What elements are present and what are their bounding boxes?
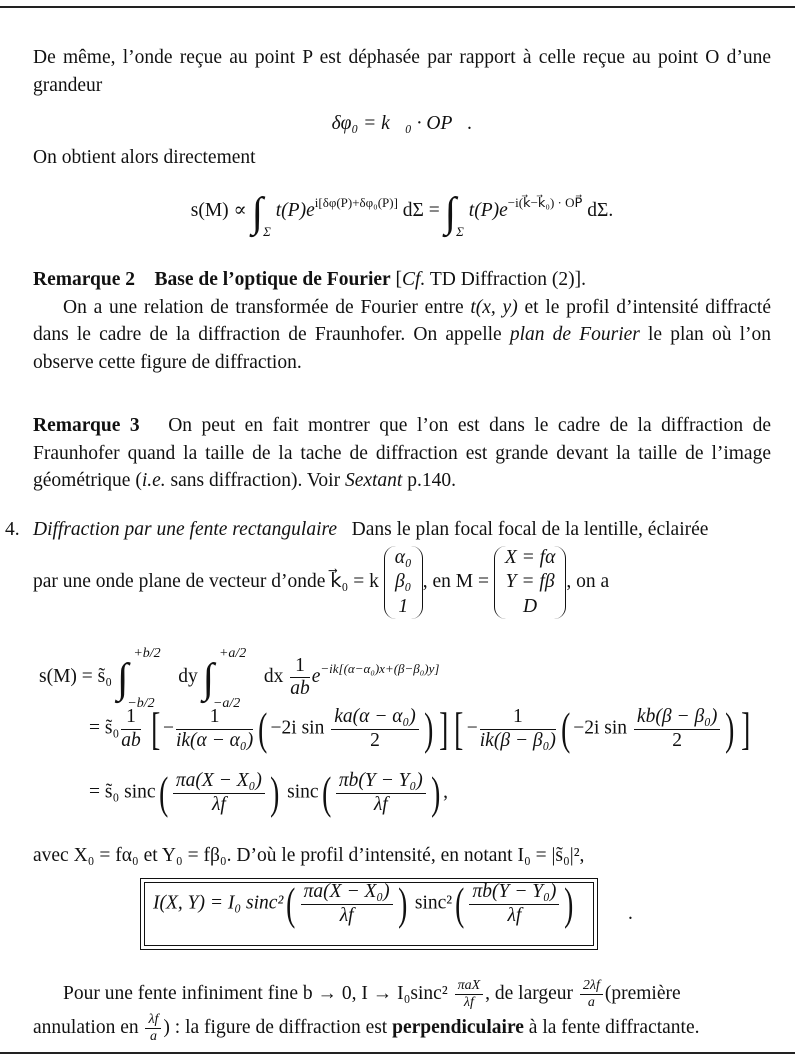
vec2-r1: X = fα [504,547,556,568]
p6-b: , de largeur [485,983,574,1005]
vector-k0 [384,546,423,619]
eq4-b: $\frac{\text{πb(Y − Y₀)}}{\lambda f}$ [469,881,559,927]
remark-2-body [33,294,771,377]
item-4-number: 4. [5,519,20,540]
remark-2-heading [33,266,771,294]
item-4-line2 [33,546,609,619]
eq4-lhs: I(X, Y) = I₀ sinc² [153,892,284,914]
remark-3-text-b: sans diffraction). Voir [165,470,345,492]
eq3-l3-eq: = s̃₀ sinc [89,781,156,803]
eq3-line2: = s̃₀ $\frac{1}{ab}$ [ − $\frac{1}{\text{ik(α − α₀)}}$ ( −2i sin $\frac{\text{ka(α − α₀)}}{2}$ ) ] [ − $\frac{1}{\text{ik(β − β₀)}}$ ( −2i sin $\frac{\text{kb(β − β₀)}}{2}$ ) ] [89,703,751,754]
p6-d: annulation en [33,1017,139,1039]
eq4-mid: sinc² [414,892,453,914]
item-4-text-b: par une onde plane de vecteur d’onde k⃗₀ = k [33,571,379,593]
eq3-s1: −2i sin [270,717,325,739]
bracket-close-1: ] [439,703,449,754]
paren-open-2: ( [560,703,571,754]
remark-2-ref-post: TD Diffraction (2)]. [425,269,587,290]
eq3-line1 [39,646,440,711]
vec1-r3: 1 [398,595,409,617]
vec1-r1: α₀ [394,547,412,568]
top-rule [0,6,795,8]
eq3-l2-s1: $\frac{\text{ka(α − α₀)}}{2}$ [331,706,419,752]
remark-2-ref-pre: [ [395,269,403,290]
paren-open-4: ( [321,767,331,818]
eq3-l3-end: , [443,781,448,803]
bracket-open-1: [ [150,703,160,754]
remark-2-title: Base de l’optique de Fourier [154,269,391,290]
p6-frac: $\frac{\text{πaX}}{\lambda f}$ [455,978,484,1011]
sigma-1: Σ [263,224,271,239]
eq3-la: −a/2 [212,696,241,711]
eq3-int-a: ∫ [202,656,215,702]
item-4-line1 [33,516,771,544]
eq2-exp2: −i(k⃗−k⃗₀) · OP⃗ [507,195,583,210]
eq3-l2-eq: = s̃₀ [89,717,120,739]
eq3-l2-t1: $\frac{1}{\text{ik(α − α₀)}}$ [175,706,254,751]
remark-3-text-c: p.140. [402,470,456,492]
eq3-dx: dx [263,666,284,687]
eq3-ua: +a/2 [218,646,247,661]
paren-open-5: ( [286,878,296,929]
eq3-l2-t2: $\frac{1}{\text{ik(β − β₀)}}$ [479,706,556,751]
remark-2-em: plan de Fourier [509,324,640,346]
p6-a: Pour une fente infiniment fine b → 0, I → I₀sinc² [63,983,448,1005]
eq3-l1-lhs: s(M) = s̃₀ [39,666,113,687]
remark-3 [33,412,771,495]
sigma-2: Σ [456,224,464,239]
paren-close-5: ) [397,878,407,929]
remark-2-text-a: On a une relation de transformée de Fourier entre [63,296,471,318]
boxed-result-inner [144,878,594,946]
remark-3-text-a: On peut en fait montrer que l’on est dans le cadre de la diffraction de Fraunhofer quand la taille de la tache de diffraction est grande devant la taille de l’image géométrique ( [33,415,771,492]
bracket-close-2: ] [740,703,751,754]
remark-3-label: Remarque 3 [33,415,140,436]
eq4-end: . [628,903,633,924]
remark-2-label: Remarque 2 [33,269,136,290]
eq2-term2: t(P)e [468,200,508,221]
eq2-end: dΣ. [582,200,614,221]
paren-close-3: ) [269,767,280,818]
eq3-l3-mid: sinc [287,781,319,803]
item-4-text-a: Dans le plan focal focal de la lentille, éclairée [351,519,709,540]
eq3-int-b: ∫ [116,656,129,702]
eq3-line3 [89,767,448,818]
paragraph-thin-slit-2 [33,1012,771,1045]
eq2-mid: dΣ = [397,200,440,221]
eq3-l2-frac: $\frac{1}{ab}$ [121,706,141,751]
vector-M [494,546,566,619]
remark-2-ref-cf: Cf. [402,269,426,290]
paren-close-1: ) [423,703,434,754]
integral-sign-1: ∫ [251,190,264,236]
eq3-frac-1-ab: $\frac{1}{ab}$ [290,654,310,700]
remark-2-text-b: et le profil d’intensité diffracté dans le cadre de la diffraction de Fraunhofer. On appelle [33,296,771,346]
item-4-text-d: , on a [566,571,610,593]
p6-annul: $\frac{\lambda f}{a}$ [145,1012,161,1045]
p6-strong: perpendiculaire [392,1017,524,1039]
item-4-title: Diffraction par une fente rectangulaire [33,519,338,540]
paren-open-1: ( [258,703,268,754]
item-4-text-c: , en M = [422,571,489,593]
paren-close-4: ) [430,767,441,818]
paren-open-6: ( [455,878,465,929]
p6-f: à la fente diffractante. [523,1017,700,1039]
eq3-lb: −b/2 [127,696,155,711]
eq3-e: e [311,666,321,687]
bracket-open-2: [ [454,703,464,754]
equation-integral [33,182,771,239]
eq2-lhs: s(M) ∝ [190,200,247,221]
remark-3-ie: i.e. [141,470,166,492]
vec1-r2: β₀ [394,571,412,593]
item-4 [5,516,771,617]
p6-c: (première [604,983,681,1005]
paragraph-intensity: avec X₀ = fα₀ et Y₀ = fβ₀. D’où le profil d’intensité, en notant I₀ = |s̃₀|², [33,845,585,866]
vec2-r2: Y = fβ [505,571,555,593]
eq3-dy: dy [178,666,198,687]
remark-2-t: t(x, y) [470,296,518,318]
eq3-ub: +b/2 [133,646,161,661]
paragraph-directly: On obtient alors directement [33,147,256,168]
paren-open-3: ( [158,767,168,818]
vec2-r3: D [523,595,538,617]
paragraph-thin-slit [33,978,771,1011]
eq3-s2: −2i sin [573,717,628,739]
remark-3-sextant: Sextant [344,470,403,492]
equation-phase: δφ₀ = k⃗₀ · OP⃗. [331,113,473,134]
p6-width: $\frac{2\lambda f}{a}$ [580,978,603,1011]
remark-2-text-c: le plan où l’on observe cette figure de diffraction. [33,324,772,374]
eq3-l2-s2: $\frac{\text{kb(β − β₀)}}{2}$ [634,706,721,752]
eq3-l3-a: $\frac{\text{πa(X − X₀)}}{\lambda f}$ [173,770,265,816]
remark-2 [33,266,771,377]
paren-close-6: ) [564,878,574,929]
bottom-rule [0,1052,795,1054]
integral-sign-2: ∫ [444,190,457,236]
eq4 [153,878,577,929]
eq2-term1: t(P)e [275,200,315,221]
eq4-a: $\frac{\text{πa(X − X₀)}}{\lambda f}$ [301,881,393,927]
eq3-exp: −ik[(α−α₀)x+(β−β₀)y] [320,661,440,676]
paren-close-2: ) [725,703,735,754]
eq2-exp1: i[δφ(P)+δφ₀(P)] [314,195,398,210]
boxed-result [140,878,598,950]
p6-e: ) : la figure de diffraction est [163,1017,393,1039]
paragraph-phase-shift: De même, l’onde reçue au point P est déphasée par rapport à celle reçue au point O d’une grandeur [33,47,771,96]
eq3-l3-b: $\frac{\text{πb(Y − Y₀)}}{\lambda f}$ [336,770,426,816]
